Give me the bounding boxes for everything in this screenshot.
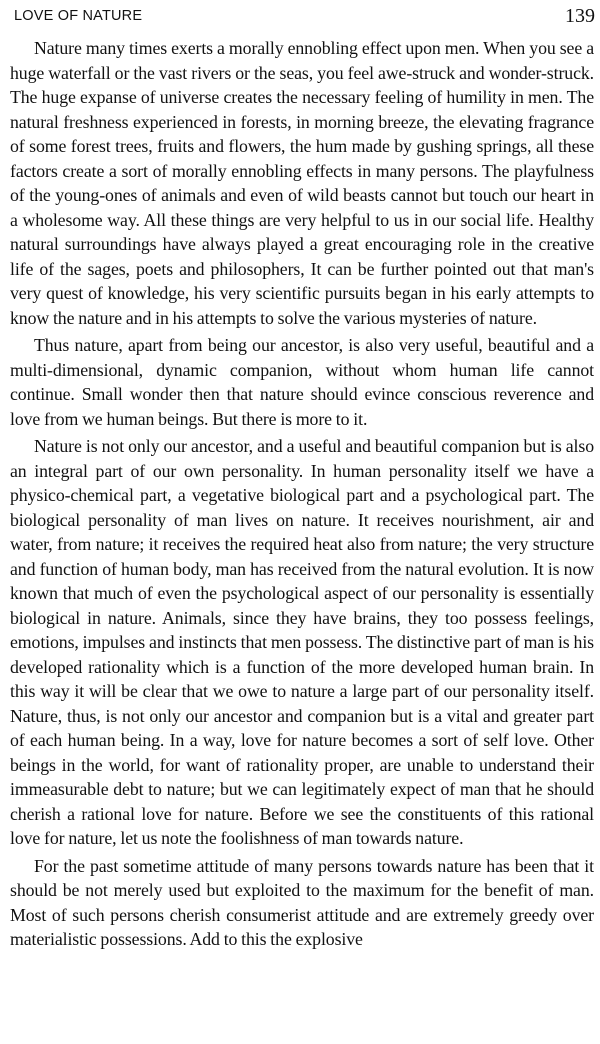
running-title: LOVE OF NATURE [14, 8, 143, 24]
running-header [14, 5, 595, 31]
page-number: 139 [565, 5, 595, 27]
paragraph-3: Nature is not only our ancestor, and a useful and beautiful companion but is also an integral part of our own personality. In human personality itself we have a physico-chemical part, a vegetative biological part and a psychological part. The biological personality of man lives on nature. It receives nourishment, air and water, from nature; it receives the required heat also from nature; the very structure and function of human body, man has received from the natural evolution. It is now known that much of even the psychological aspect of our personality is essentially biological in nature. Animals, since they have brains, they too possess feelings, emotions, impulses and instincts that men possess. The distinctive part of man is his developed rationality which is a function of the more developed human brain. In this way it will be clear that we owe to nature a large part of our personality itself. Nature, thus, is not only our ancestor and companion but is a vital and greater part of each human being. In a way, love for nature becomes a sort of self love. Other beings in the world, for want of rationality proper, are unable to understand their immeasurable debt to nature; but we can legitimately expect of man that he should cherish a rational love for nature. Before we see the constituents of this rational love for nature, let us note the foolishness of man towards nature. [10, 436, 594, 848]
paragraph-4: For the past sometime attitude of many persons towards nature has been that it should be not merely used but exploited to the maximum for the benefit of man. Most of such persons cherish consumerist attitude and are extremely greedy over materialistic possessions. Add to this the explosive [10, 855, 594, 949]
body-text [10, 36, 594, 1040]
paragraph-1: Nature many times exerts a morally ennobling effect upon men. When you see a huge waterfall or the vast rivers or the seas, you feel awe-struck and wonder-struck. The huge expanse of universe creates the necessary feeling of humility in men. The natural freshness experienced in forests, in morning breeze, the elevating fragrance of some forest trees, fruits and flowers, the hum made by gushing springs, all these factors create a sort of morally ennobling effects in many persons. The playfulness of the young-ones of animals and even of wild beasts cannot but touch our heart in a wholesome way. All these things are very helpful to us in our social life. Healthy natural surroundings have always played a great encouraging role in the creative life of the sages, poets and philosophers, It can be further pointed out that man's very quest of knowledge, his very scientific pursuits began in his early attempts to know the nature and in his attempts to solve the various mysteries of nature. [10, 38, 594, 328]
paragraph-2: Thus nature, apart from being our ancestor, is also very useful, beautiful and a multi-dimensional, dynamic companion, without whom human life cannot continue. Small wonder then that nature should evince conscious reverence and love from we human beings. But there is more to it. [10, 335, 594, 429]
